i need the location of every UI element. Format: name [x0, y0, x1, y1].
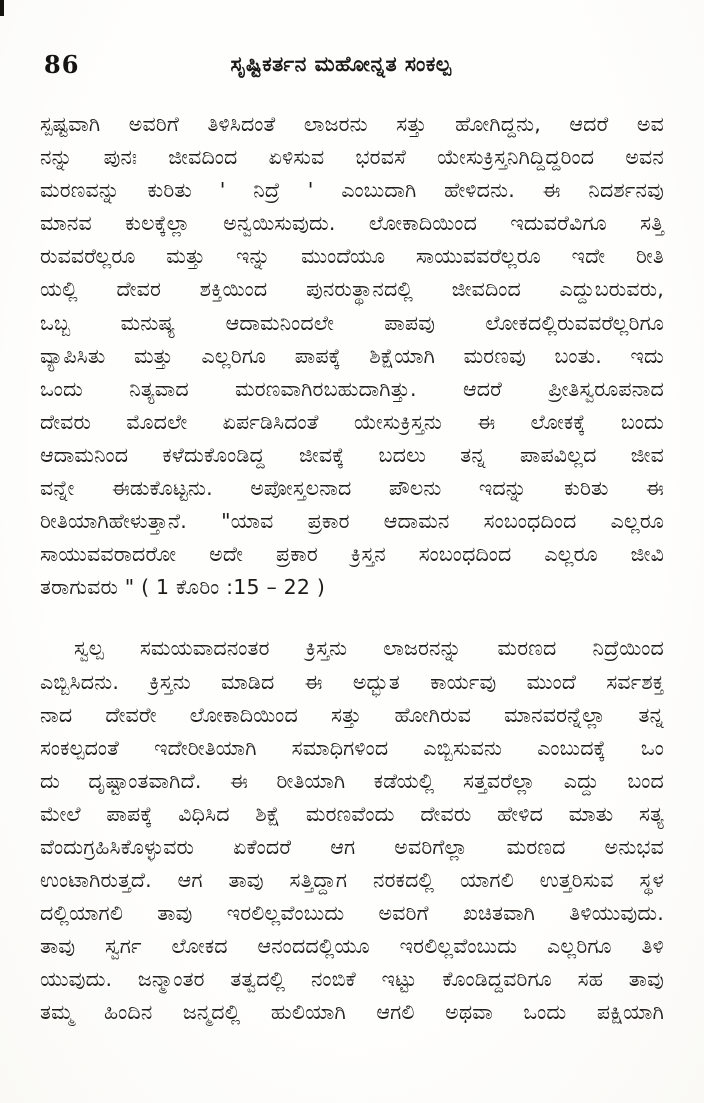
page-number: 86 — [44, 50, 80, 79]
text-line: ವ್ಯಾಪಿಸಿತು ಮತ್ತು ಎಲ್ಲರಿಗೂ ಪಾಪಕ್ಕೆ ಶಿಕ್ಷೆಯಾಗಿ ಮರಣವು ಬಂತು. ಇದು — [40, 343, 664, 368]
text-line: ಸಂಕಲ್ಪದಂತೆ ಇದೇರೀತಿಯಾಗಿ ಸಮಾಧಿಗಳಿಂದ ಎಬ್ಬಿಸುವನು ಎಂಬುದಕ್ಕೆ ಒಂ — [40, 735, 664, 760]
text-line: ಸ್ವಲ್ಪ ಸಮಯವಾದನಂತರ ಕ್ರಿಸ್ತನು ಲಾಜರನನ್ನು ಮರಣದ ನಿದ್ರೆಯಿಂದ — [74, 636, 664, 661]
paragraph — [40, 108, 664, 604]
text-line: ಉಂಟಾಗಿರುತ್ತದೆ. ಆಗ ತಾವು ಸತ್ತಿದ್ದಾಗ ನರಕದಲ್ಲಿ ಯಾಗಲಿ ಉತ್ತರಿಸುವ ಸ್ಥಳ — [40, 868, 664, 893]
text-line: ಎಬ್ಬಿಸಿದನು. ಕ್ರಿಸ್ತನು ಮಾಡಿದ ಈ ಅದ್ಭುತ ಕಾರ್ಯವು ಮುಂದೆ ಸರ್ವಶಕ್ತ — [40, 669, 664, 694]
text-line: ಸಾಯುವವರಾದರೋ ಅದೇ ಪ್ರಕಾರ ಕ್ರಿಸ್ತನ ಸಂಬಂಧದಿಂದ ಎಲ್ಲರೂ ಜೀವಿ — [40, 542, 664, 567]
scan-artifact — [0, 0, 4, 16]
text-line: ಒಬ್ಬ ಮನುಷ್ಯ ಆದಾಮನಿಂದಲೇ ಪಾಪವು ಲೋಕದಲ್ಲಿರುವವರೆಲ್ಲರಿಗೂ — [40, 310, 664, 335]
page-title: ಸೃಷ್ಟಿಕರ್ತನ ಮಹೋನ್ನತ ಸಂಕಲ್ಪ — [230, 52, 452, 76]
text-line: ದೇವರು ಮೊದಲೇ ಏರ್ಪಡಿಸಿದಂತೆ ಯೇಸುಕ್ರಿಸ್ತನು ಈ ಲೋಕಕ್ಕೆ ಬಂದು — [40, 409, 664, 434]
text-line: ತಮ್ಮ ಹಿಂದಿನ ಜನ್ಮದಲ್ಲಿ ಹುಲಿಯಾಗಿ ಆಗಲಿ ಅಥವಾ ಒಂದು ಪಕ್ಷಿಯಾಗಿ — [40, 1000, 664, 1025]
text-line: ವನ್ನೇ ಈಡುಕೊಟ್ಟನು. ಅಪೋಸ್ತಲನಾದ ಪೌಲನು ಇದನ್ನು ಕುರಿತು ಈ — [40, 476, 664, 501]
text-line: ಯುವುದು. ಜನ್ಮಾಂತರ ತತ್ವದಲ್ಲಿ ನಂಬಿಕೆ ಇಟ್ಟು ಕೊಂಡಿದ್ದವರಿಗೂ ಸಹ ತಾವು — [40, 967, 664, 992]
paragraph — [40, 632, 664, 1029]
text-line: ದು ದೃಷ್ಟಾಂತವಾಗಿದೆ. ಈ ರೀತಿಯಾಗಿ ಕಡೆಯಲ್ಲಿ ಸತ್ತವರೆಲ್ಲಾ ಎದ್ದು ಬಂದ — [40, 768, 664, 793]
text-line: ನನ್ನು ಪುನಃ ಜೀವದಿಂದ ಏಳಿಸುವ ಭರವಸೆ ಯೇಸುಕ್ರಿಸ್ತನಿಗಿದ್ದಿದ್ದರಿಂದ ಅವನ — [40, 145, 664, 170]
page-header — [40, 50, 662, 84]
text-line: ತರಾಗುವರು " ( 1 ಕೊರಿಂ :15 – 22 ) — [40, 575, 326, 600]
text-line: ರೀತಿಯಾಗಿಹೇಳುತ್ತಾನೆ. "ಯಾವ ಪ್ರಕಾರ ಆದಾಮನ ಸಂಬಂಧದಿಂದ ಎಲ್ಲರೂ — [40, 509, 664, 534]
text-line: ಮಾನವ ಕುಲಕ್ಕೆಲ್ಲಾ ಅನ್ವಯಿಸುವುದು. ಲೋಕಾದಿಯಿಂದ ಇದುವರೆವಿಗೂ ಸತ್ತಿ — [40, 211, 664, 236]
text-line: ಮರಣವನ್ನು ಕುರಿತು ' ನಿದ್ರೆ ' ಎಂಬುದಾಗಿ ಹೇಳಿದನು. ಈ ನಿದರ್ಶನವು — [40, 178, 664, 203]
text-line: ತಾವು ಸ್ವರ್ಗ ಲೋಕದ ಆನಂದದಲ್ಲಿಯೂ ಇರಲಿಲ್ಲವೆಂಬುದು ಎಲ್ಲರಿಗೂ ತಿಳಿ — [40, 934, 664, 959]
text-line: ಯಲ್ಲಿ ದೇವರ ಶಕ್ತಿಯಿಂದ ಪುನರುತ್ಥಾನದಲ್ಲಿ ಜೀವದಿಂದ ಎದ್ದುಬರುವರು, — [40, 277, 664, 302]
text-line: ವೆಂದುಗ್ರಹಿಸಿಕೊಳ್ಳುವರು ಏಕೆಂದರೆ ಆಗ ಅವರಿಗೆಲ್ಲಾ ಮರಣದ ಅನುಭವ — [40, 834, 664, 859]
text-line: ಒಂದು ನಿತ್ಯವಾದ ಮರಣವಾಗಿರಬಹುದಾಗಿತ್ತು. ಆದರೆ ಪ್ರೀತಿಸ್ವರೂಪನಾದ — [40, 376, 664, 401]
body-text — [40, 108, 664, 1030]
text-line: ದಲ್ಲಿಯಾಗಲಿ ತಾವು ಇರಲಿಲ್ಲವೆಂಬುದು ಅವರಿಗೆ ಖಚಿತವಾಗಿ ತಿಳಿಯುವುದು. — [40, 901, 664, 926]
text-line: ಮೇಲೆ ಪಾಪಕ್ಕೆ ವಿಧಿಸಿದ ಶಿಕ್ಷೆ ಮರಣವೆಂದು ದೇವರು ಹೇಳಿದ ಮಾತು ಸತ್ಯ — [40, 801, 664, 826]
text-line: ಆದಾಮನಿಂದ ಕಳೆದುಕೊಂಡಿದ್ದ ಜೀವಕ್ಕೆ ಬದಲು ತನ್ನ ಪಾಪವಿಲ್ಲದ ಜೀವ — [40, 442, 664, 467]
text-line: ರುವವರೆಲ್ಲರೂ ಮತ್ತು ಇನ್ನು ಮುಂದೆಯೂ ಸಾಯುವವರೆಲ್ಲರೂ ಇದೇ ರೀತಿ — [40, 244, 664, 269]
text-line: ನಾದ ದೇವರೇ ಲೋಕಾದಿಯಿಂದ ಸತ್ತು ಹೋಗಿರುವ ಮಾನವರನ್ನೆಲ್ಲಾ ತನ್ನ — [40, 702, 664, 727]
text-line: ಸ್ಪಷ್ಟವಾಗಿ ಅವರಿಗೆ ತಿಳಿಸಿದಂತೆ ಲಾಜರನು ಸತ್ತು ಹೋಗಿದ್ದನು, ಆದರೆ ಅವ — [40, 112, 664, 136]
